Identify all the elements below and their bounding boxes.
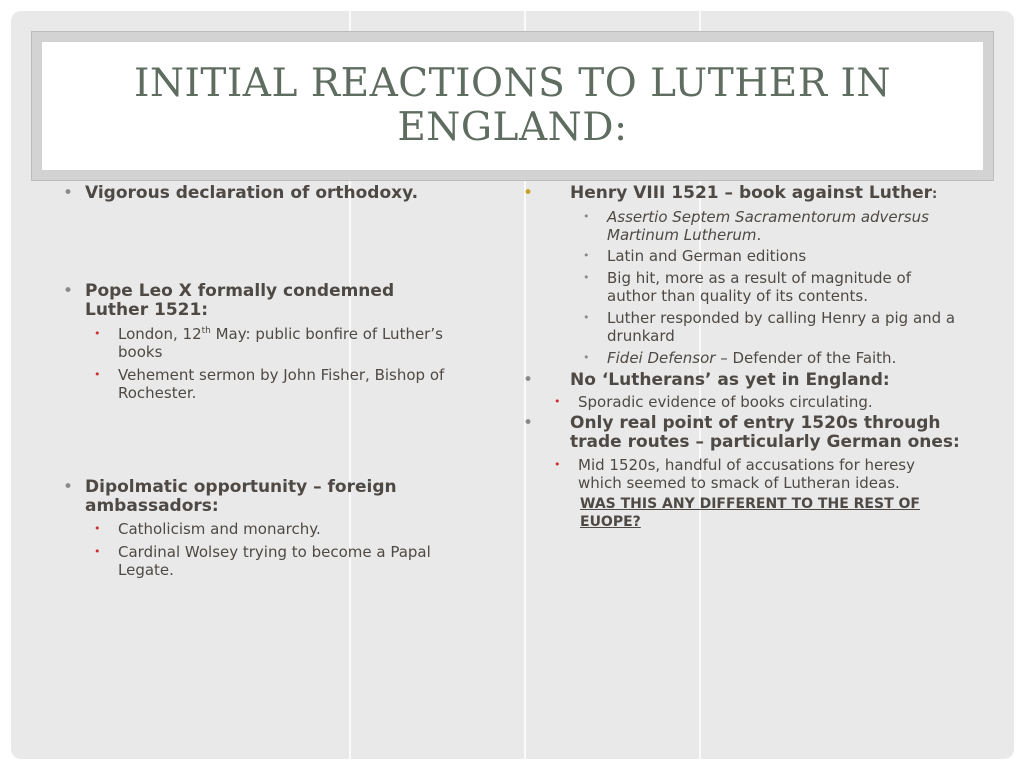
henry-text: Henry VIII 1521 – book against Luther <box>570 183 932 203</box>
sub-bullet-responded: • Luther responded by calling Henry a pig and a drunkard <box>582 309 960 345</box>
sub-bullet-big-hit: • Big hit, more as a result of magnitude of author than quality of its contents. <box>582 269 960 305</box>
sub-bullet-sporadic: • Sporadic evidence of books circulating. <box>553 393 960 411</box>
bullet-orthodoxy: • Vigorous declaration of orthodoxy. <box>60 184 460 203</box>
bullet-no-lutherans: • No ‘Lutherans’ as yet in England: <box>520 371 960 390</box>
sub-bullet-editions: • Latin and German editions <box>582 247 960 265</box>
title-frame <box>31 31 994 181</box>
bullet-diplomatic: • Dipolmatic opportunity – foreign ambassadors: <box>60 478 460 516</box>
title-box <box>42 42 983 170</box>
sub-bullet-fisher: • Vehement sermon by John Fisher, Bishop of Rochester. <box>93 366 460 402</box>
ordinal-suffix: th <box>201 326 211 336</box>
fidei-title: Fidei Defensor <box>607 349 716 367</box>
sub-bullet-assertio <box>582 208 960 244</box>
bonfire-text-a: London, 12 <box>118 325 202 343</box>
henry-colon: : <box>931 187 938 202</box>
slide-title: INITIAL REACTIONS TO LUTHER IN ENGLAND: <box>133 61 892 150</box>
sub-bullet-bonfire <box>93 325 460 361</box>
fidei-rest: – Defender of the Faith. <box>715 349 897 367</box>
sub-bullet-accusations: • Mid 1520s, handful of accusations for heresy which seemed to smack of Lutheran ideas. <box>553 456 960 492</box>
bullet-pope-leo: • Pope Leo X formally condemned Luther 1521: <box>60 282 460 320</box>
left-column <box>60 184 460 579</box>
assertio-end: . <box>756 226 762 244</box>
assertio-title: Assertio Septem Sacramentorum adversus Martinum Lutherum <box>607 208 929 244</box>
bullet-henry <box>520 184 960 204</box>
question-note: WAS THIS ANY DIFFERENT TO THE REST OF EUOPE? <box>580 496 920 530</box>
right-column <box>520 184 960 531</box>
bonfire-text-b: May: public bonfire of Luther’s books <box>118 325 443 361</box>
sub-bullet-wolsey: • Cardinal Wolsey trying to become a Papal Legate. <box>93 543 460 579</box>
sub-bullet-fidei <box>582 349 960 367</box>
bullet-entry: • Only real point of entry 1520s through trade routes – particularly German ones: <box>520 414 960 452</box>
sub-bullet-catholicism: • Catholicism and monarchy. <box>93 520 460 538</box>
